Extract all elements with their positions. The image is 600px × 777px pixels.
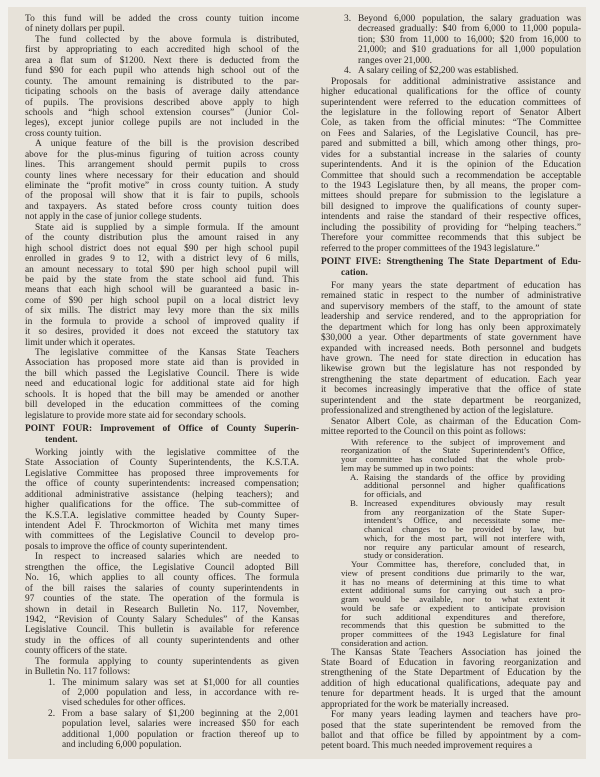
text-line: 1942, “Revision of County Salary Schedules” of the Kansas	[25, 614, 299, 625]
text-line: Association has proposed more state aid than is provided in	[25, 358, 299, 369]
text-line: strengthening of the State Department of Education by the	[321, 668, 581, 679]
text-line: means that each high school will be guaranteed a basic in-	[25, 285, 299, 296]
text-line: ranges over 21,000.	[358, 55, 432, 66]
text-line: 21,000; and $10 graduations for all 1,000 population	[358, 45, 581, 56]
document-page	[8, 7, 586, 759]
text-line: Senator Albert Cole, as chairman of the Education Com-	[331, 416, 581, 427]
text-line: reorganization of the State Superintendent’s Office,	[341, 445, 565, 456]
text-line: The minimum salary was set at $1,000 for all counties	[62, 677, 299, 688]
text-line: Beyond 6,000 population, the salary graduation was	[358, 14, 581, 24]
text-line: tion; $30 from 11,000 to 16,000; $20 from 16,000 to	[358, 34, 581, 45]
text-line: From a base salary of $1,200 beginning at the 2,001	[62, 708, 299, 719]
text-line: Proposals for additional administrative assistance and	[331, 76, 581, 87]
text-line: recommends that this question be submitted to the	[341, 620, 565, 631]
text-line: nor require any particular amount of research,	[364, 541, 565, 552]
text-line: higher educational qualifications for the office of county	[321, 87, 581, 98]
text-line: vised schedules for other offices.	[62, 698, 186, 709]
text-line: POINT FOUR: Improvement of Office of County Superin-	[25, 424, 299, 435]
list-number: 1.	[48, 677, 56, 688]
text-line: lines. This arrangement should permit pupils to cross	[25, 160, 299, 171]
text-line: Raising the standards of the office by providing	[364, 471, 565, 482]
text-line: mittees should prepare for submission to the legislature a	[321, 191, 581, 202]
text-line: intendent’s Office, and necessitate some me-	[364, 515, 565, 526]
text-line: pared and submitted a bill, which among other things, pro-	[321, 139, 581, 150]
left-column	[25, 14, 299, 751]
text-line: legislature to provide more state aid for secondary schools.	[25, 410, 247, 421]
list-number: 4.	[344, 66, 352, 77]
text-line: with committees of the Legislative Council to develop pro-	[25, 531, 299, 542]
text-line: your committee has concluded that the whole prob-	[341, 454, 565, 464]
text-line: study or consideration.	[364, 550, 444, 561]
text-line: petent board. This much needed improvement requires a	[321, 741, 533, 752]
text-line: of the bill raises the salaries of county superintendents in	[25, 583, 299, 594]
text-line: $30,000 a year. Other departments of state government have	[321, 333, 581, 344]
text-line: enrolled in grades 9 to 12, with a district levy of 6 mills,	[25, 254, 299, 265]
text-line: need and educational logic for additional state aid for high	[25, 379, 299, 390]
text-line: higher qualifications for the office. The sub-committee of	[25, 500, 299, 511]
text-line: For many years the state department of education has	[331, 280, 581, 291]
text-line: schools. It is hoped that the bill may be amended or another	[25, 389, 299, 400]
text-line: tenure for department heads. It is urged that the amount	[321, 689, 581, 700]
text-line: POINT FIVE: Strengthening The State Department of Edu-	[321, 257, 581, 268]
list-item	[25, 678, 299, 709]
paragraph	[25, 552, 299, 656]
text-line: fund $90 for each pupil who attends high school out of the	[25, 66, 299, 77]
text-line: proper committees of the 1943 Legislature for final	[341, 629, 565, 639]
text-line: mittee reported to the Council on this point as follows:	[321, 427, 526, 438]
text-line: view of present conditions due primarily to the war,	[341, 567, 565, 578]
text-line: bill designed to improve the qualifications of county super-	[321, 201, 581, 212]
text-line: ticipating schools on the basis of average daily attendance	[25, 87, 299, 98]
paragraph	[321, 281, 581, 417]
text-line: of pupils. The provisions described above apply to high	[25, 97, 299, 108]
text-line: it becomes increasingly imperative that the office of state	[321, 385, 581, 396]
text-line: of the proposal will show that it is fair to pupils, schools	[25, 191, 299, 202]
section-heading	[321, 257, 581, 278]
text-line: With reference to the subject of improvement and	[351, 436, 565, 447]
text-line: high school district does not equal $90 per high school pupil	[25, 243, 299, 254]
text-line: State Association of County Superintendents, the K.S.T.A.	[25, 458, 299, 469]
text-line: area a flat sum of $1200. Next there is deducted from the	[25, 55, 299, 66]
text-line: appropriated for the work be materially increased.	[321, 699, 509, 710]
text-line: The legislative committee of the Kansas State Teachers	[35, 348, 299, 358]
text-line: additional personnel and higher qualifications	[364, 480, 565, 491]
text-line: shown in detail in Research Bulletin No. 117, November,	[25, 604, 299, 615]
text-line: it so desires, provided it does not exceed the statutory tax	[25, 327, 299, 338]
text-line: study in the offices of all county superintendents and other	[25, 635, 299, 646]
list-number: B.	[350, 497, 358, 508]
quoted-paragraph	[321, 438, 581, 473]
text-line: of ninety dollars per pupil.	[25, 24, 125, 35]
paragraph	[25, 348, 299, 421]
text-line: and including 6,000 population.	[62, 740, 182, 751]
text-line: professionalized and strengthened by action of the legislature.	[321, 406, 554, 417]
text-line: The Kansas State Teachers Association has joined the	[331, 647, 581, 658]
text-line: come of $90 per high school pupil on a local district levy	[25, 295, 299, 306]
text-line: gram would be available, nor to what extent it	[341, 594, 565, 604]
text-line: 97 counties of the state. The operation of the formula is	[25, 594, 299, 605]
text-line: intendent Adel F. Throckmorton of Wichita met many times	[25, 521, 299, 531]
text-line: referred to the proper committees of the 1943 legislature.”	[321, 243, 540, 254]
text-line: not apply in the case of junior college students.	[25, 212, 202, 223]
paragraph	[25, 14, 299, 35]
text-line: county lines where necessary for their education and should	[25, 170, 299, 181]
text-line: the legislature in the following report of Senator Albert	[321, 107, 581, 118]
paragraph	[321, 648, 581, 711]
text-line: of 2,000 population and less, in accordance with re-	[62, 688, 299, 698]
text-line: and taxpayers. As stated before cross county tuition does	[25, 201, 299, 212]
text-line: strengthen the office, the Legislative Council adopted Bill	[25, 562, 299, 573]
text-line: Committee that should such a recommendation be acceptable	[321, 170, 581, 181]
text-line: decreased gradually: $40 from 6,000 to 11,000 popula-	[358, 24, 581, 35]
text-line: State Board of Education in favoring reorganization and	[321, 657, 581, 668]
paragraph	[25, 448, 299, 552]
paragraph	[321, 417, 581, 438]
list-item	[25, 709, 299, 751]
list-item	[321, 14, 581, 66]
text-line: population level, salaries were increased $50 for each	[62, 719, 299, 730]
text-line: Cole, as taken from the official minutes: “The Committee	[321, 118, 581, 129]
right-column	[321, 14, 581, 752]
text-line: an amount necessary to total $90 per high school pupil will	[25, 264, 299, 275]
text-line: Your Committee has, therefore, concluded that, in	[351, 559, 565, 569]
text-line: bill developed in the education committees of the coming	[25, 400, 299, 411]
text-line: The formula applying to county superintendents as given	[35, 656, 299, 667]
text-line: intendents and raise the standard of their respective offices,	[321, 212, 581, 223]
text-line: superintendents. And it is the opinion of the Education	[321, 160, 581, 171]
text-line: To this fund will be added the cross county tuition income	[25, 14, 299, 24]
text-line: in the formula to provide a school of improved quality if	[25, 316, 299, 327]
paragraph	[25, 657, 299, 678]
section-heading	[25, 424, 299, 445]
text-line: limit under which it operates.	[25, 337, 136, 348]
text-line: the office of county superintendents: increased compensation;	[25, 479, 299, 490]
text-line: Legislative Committee has proposed three improvements for	[25, 468, 299, 479]
text-line: A salary ceiling of $2,200 was established.	[358, 66, 519, 77]
list-item	[321, 473, 581, 499]
paragraph	[25, 35, 299, 139]
paragraph	[25, 139, 299, 223]
text-line: additional administrative assistance (helping teachers); and	[25, 489, 299, 500]
text-line: county. The amount remaining is distributed to the par-	[25, 76, 299, 87]
text-line: Increased expenditures obviously may result	[364, 497, 565, 508]
text-line: superintendent were referred to the education committees of	[321, 97, 581, 108]
text-line: No. 16, which applies to all county offices. The formula	[25, 573, 299, 584]
text-line: above for the plus-minus figuring of tuition across county	[25, 149, 299, 160]
text-line: of the county distribution plus the amount raised in any	[25, 233, 299, 244]
text-line: schools and “high school extension courses” (Junior Col-	[25, 107, 299, 118]
text-line: and supervisory members of the staff, to the amount of state	[321, 301, 581, 312]
text-line: on Fees and Salaries, of the Legislative Council, has pre-	[321, 128, 581, 139]
text-line: for such additional expenditures and therefore,	[341, 611, 565, 622]
text-line: cross county tuition.	[25, 128, 102, 139]
text-line: posals to improve the office of county superintendent.	[25, 541, 228, 552]
paragraph	[25, 223, 299, 348]
list-item	[321, 66, 581, 76]
text-line: vides for a substantial increase in the salaries of county	[321, 149, 581, 160]
text-line: consideration and action.	[341, 637, 429, 648]
text-line: posed that the state superintendent be removed from the	[321, 720, 581, 731]
text-line: the K.S.T.A. legislative committee headed by County Super-	[25, 510, 299, 521]
text-line: Therefore your committee recommends that this subject be	[321, 233, 581, 244]
text-line: first by appropriating to each accredited high school of the	[25, 45, 299, 56]
list-item	[321, 499, 581, 560]
text-line: Working jointly with the legislative committee of the	[35, 447, 299, 458]
list-number: A.	[350, 471, 359, 482]
text-line: be paid by the state from the state school aid fund. This	[25, 274, 299, 285]
text-line: State aid is supplied by a simple formula. If the amount	[35, 222, 299, 233]
text-line: leadership and service rendered, and to the appropriation for	[321, 312, 581, 323]
text-line: of six mills. The district may levy more than the six mills	[25, 306, 299, 317]
text-line: from any reorganization of the State Super-	[364, 506, 565, 517]
text-line: remained static in respect to the number of administrative	[321, 291, 581, 302]
text-line: including the possibility of providing for “helping teachers.”	[321, 222, 581, 233]
text-line: in Bulletin No. 117 follows:	[25, 667, 131, 678]
quoted-paragraph	[321, 560, 581, 648]
text-line: cation.	[341, 267, 368, 278]
text-line: county officers of the state.	[25, 646, 128, 657]
text-line: would be safe or expedient to anticipate provision	[341, 602, 565, 613]
text-line: A unique feature of the bill is the provision described	[35, 139, 299, 150]
text-line: for officials, and	[364, 489, 422, 499]
text-line: tendent.	[45, 434, 78, 445]
paragraph	[321, 710, 581, 752]
text-line: it has no means of determining at this time to what	[341, 576, 565, 587]
text-line: superintendent and the state department be reorganized,	[321, 395, 581, 406]
text-line: chanical changes to be provided by law, but	[364, 524, 565, 534]
text-line: strengthening the state department of education. Each year	[321, 374, 581, 385]
text-line: For many years leading laymen and teachers have pro-	[331, 710, 581, 721]
text-line: Legislative Council. This bulletin is available for reference	[25, 625, 299, 636]
list-number: 2.	[48, 708, 56, 719]
text-line: the department which for long has only been approximately	[321, 322, 581, 333]
text-line: The fund collected by the above formula is distributed,	[35, 34, 299, 45]
list-number: 3.	[344, 14, 352, 24]
text-line: which, for the most part, will not interfere with,	[364, 532, 565, 543]
text-line: ballot and that office be filled by appointment by a com-	[321, 731, 581, 741]
text-line: eliminate the “profit motive” in cross county tuition. A study	[25, 181, 299, 191]
text-line: leges), except junior college pupils are not included in the	[25, 118, 299, 129]
text-line: lem may be summed up in two points:	[341, 462, 474, 473]
text-line: additional 1,000 population or fraction thereof up to	[62, 729, 299, 740]
text-line: to the 1943 Legislature then, by all means, the proper com-	[321, 181, 581, 191]
text-line: addition of high educational qualifications, adequate pay and	[321, 678, 581, 689]
text-line: expanded with increased needs. Both personnel and budgets	[321, 343, 581, 354]
paragraph	[321, 77, 581, 254]
text-line: In respect to increased salaries which are needed to	[35, 552, 299, 563]
text-line: extent additional sums for carrying out such a pro-	[341, 585, 565, 596]
text-line: likewise grown but the legislature has not responded by	[321, 364, 581, 375]
text-line: have grown. The need for state direction in education has	[321, 354, 581, 364]
text-line: the bill which passed the Legislative Council. There is wide	[25, 368, 299, 379]
